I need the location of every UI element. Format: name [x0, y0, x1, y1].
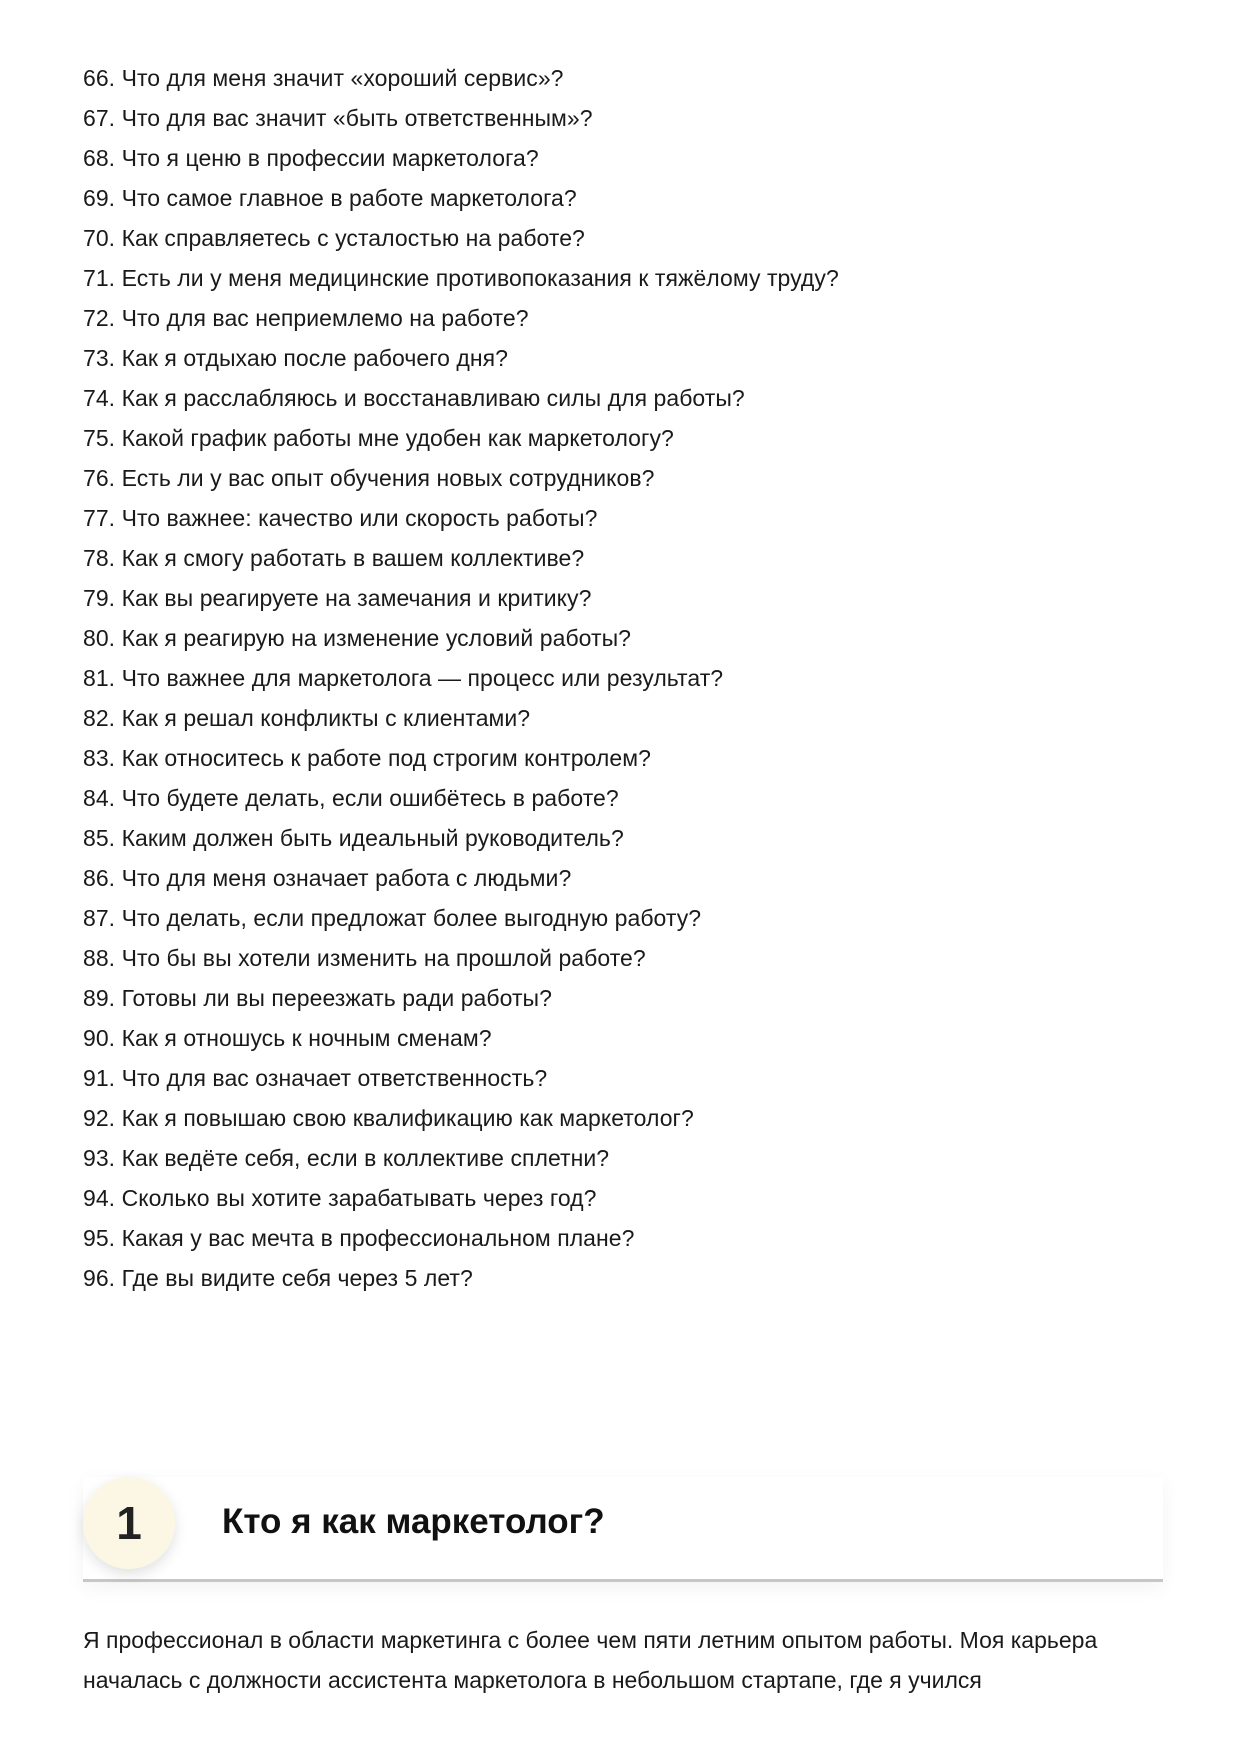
question-item: 90. Как я отношусь к ночным сменам?: [83, 1025, 492, 1051]
question-item: 70. Как справляетесь с усталостью на работе?: [83, 225, 585, 251]
question-item: 79. Как вы реагируете на замечания и критику?: [83, 585, 592, 611]
question-item: 83. Как относитесь к работе под строгим контролем?: [83, 745, 651, 771]
question-item: 86. Что для меня означает работа с людьми?: [83, 865, 572, 891]
question-item: 92. Как я повышаю свою квалификацию как маркетолог?: [83, 1105, 694, 1131]
question-item: 91. Что для вас означает ответственность?: [83, 1065, 548, 1091]
question-item: 85. Каким должен быть идеальный руководитель?: [83, 825, 624, 851]
section-header: [83, 1477, 1163, 1582]
question-item: 82. Как я решал конфликты с клиентами?: [83, 705, 531, 731]
question-item: 66. Что для меня значит «хороший сервис»?: [83, 65, 564, 91]
question-item: 71. Есть ли у меня медицинские противопоказания к тяжёлому труду?: [83, 265, 839, 291]
question-item: 69. Что самое главное в работе маркетолога?: [83, 185, 577, 211]
question-item: 81. Что важнее для маркетолога — процесс или результат?: [83, 665, 724, 691]
question-item: 84. Что будете делать, если ошибётесь в работе?: [83, 785, 619, 811]
question-list: [83, 58, 839, 1298]
question-item: 68. Что я ценю в профессии маркетолога?: [83, 145, 539, 171]
question-item: 88. Что бы вы хотели изменить на прошлой работе?: [83, 945, 646, 971]
question-item: 87. Что делать, если предложат более выгодную работу?: [83, 905, 702, 931]
question-item: 74. Как я расслабляюсь и восстанавливаю силы для работы?: [83, 385, 745, 411]
question-item: 77. Что важнее: качество или скорость работы?: [83, 505, 598, 531]
question-item: 89. Готовы ли вы переезжать ради работы?: [83, 985, 552, 1011]
question-item: 78. Как я смогу работать в вашем коллективе?: [83, 545, 585, 571]
section-paragraph: Я профессионал в области маркетинга с более чем пяти летним опытом работы. Моя карьера началась с должности ассистента маркетолога в небольшом стартапе, где я учился: [83, 1627, 1098, 1693]
question-item: 75. Какой график работы мне удобен как маркетологу?: [83, 425, 674, 451]
question-item: 80. Как я реагирую на изменение условий работы?: [83, 625, 632, 651]
section-number-badge: 1: [83, 1477, 175, 1569]
question-item: 95. Какая у вас мечта в профессиональном плане?: [83, 1225, 635, 1251]
question-item: 72. Что для вас неприемлемо на работе?: [83, 305, 529, 331]
question-item: 67. Что для вас значит «быть ответственным»?: [83, 105, 593, 131]
question-item: 93. Как ведёте себя, если в коллективе сплетни?: [83, 1145, 610, 1171]
question-item: 96. Где вы видите себя через 5 лет?: [83, 1265, 473, 1291]
question-item: 94. Сколько вы хотите зарабатывать через год?: [83, 1185, 597, 1211]
question-item: 76. Есть ли у вас опыт обучения новых сотрудников?: [83, 465, 655, 491]
section-title: Кто я как маркетолог?: [222, 1502, 605, 1541]
question-item: 73. Как я отдыхаю после рабочего дня?: [83, 345, 508, 371]
